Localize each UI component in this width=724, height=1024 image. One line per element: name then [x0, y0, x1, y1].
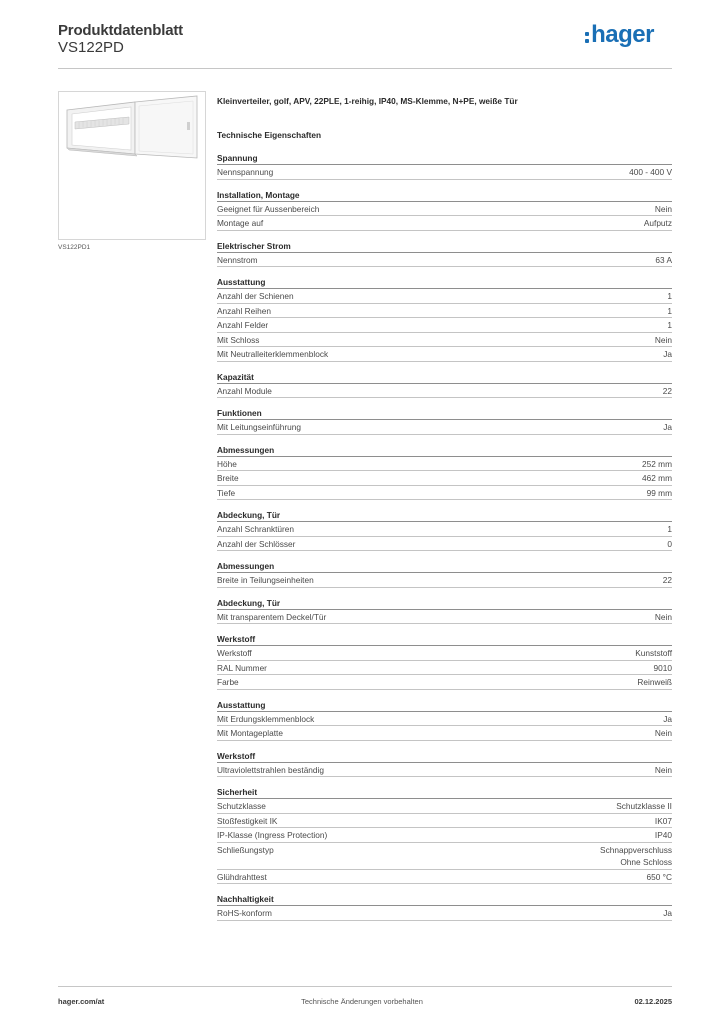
spec-value: 63 A — [655, 254, 672, 265]
spec-label: Breite in Teilungseinheiten — [217, 575, 314, 585]
spec-group — [217, 509, 672, 551]
spec-label: Schutzklasse — [217, 801, 266, 811]
spec-group — [217, 560, 672, 588]
logo-text: hager — [591, 21, 654, 48]
spec-value: Aufputz — [643, 218, 672, 228]
spec-value: Nein — [654, 611, 672, 622]
spec-group — [217, 444, 672, 501]
spec-group-title: Kapazität — [217, 371, 672, 384]
spec-row — [217, 843, 672, 870]
spec-row — [217, 420, 672, 435]
spec-value: 99 mm — [646, 487, 672, 498]
spec-value: 252 mm — [642, 458, 672, 469]
footer-website[interactable]: hager.com/at — [58, 997, 105, 1006]
spec-label: Nennspannung — [217, 167, 274, 177]
spec-group — [217, 276, 672, 362]
spec-value: IP40 — [654, 830, 672, 840]
spec-row — [217, 573, 672, 588]
spec-row — [217, 471, 672, 486]
spec-value: 0 — [667, 538, 672, 549]
spec-label: Anzahl Reihen — [217, 305, 271, 316]
spec-value: Nein — [654, 764, 672, 775]
spec-value: 9010 — [653, 662, 672, 673]
spec-value: Schutzklasse II — [616, 801, 672, 811]
spec-label: Mit Erdungsklemmenblock — [217, 713, 315, 724]
specification-content — [217, 96, 672, 930]
spec-label: Mit Montageplatte — [217, 728, 283, 738]
spec-group-title: Ausstattung — [217, 276, 672, 289]
spec-value: 1 — [667, 291, 672, 301]
spec-group-title: Spannung — [217, 152, 672, 165]
spec-label: Anzahl der Schienen — [217, 291, 294, 301]
spec-row — [217, 763, 672, 778]
spec-row — [217, 289, 672, 304]
spec-label: Schließungstyp — [217, 844, 274, 855]
spec-row — [217, 304, 672, 319]
spec-group-title: Abmessungen — [217, 560, 672, 573]
spec-row — [217, 828, 672, 843]
spec-group-title: Nachhaltigkeit — [217, 893, 672, 906]
spec-row — [217, 870, 672, 885]
spec-row — [217, 661, 672, 676]
spec-groups — [217, 152, 672, 921]
spec-label: Farbe — [217, 677, 239, 687]
spec-row — [217, 610, 672, 625]
spec-label: Mit Leitungseinführung — [217, 422, 301, 432]
spec-group — [217, 597, 672, 625]
spec-value: 1 — [667, 305, 672, 316]
spec-row — [217, 522, 672, 537]
spec-label: Anzahl Schranktüren — [217, 524, 295, 534]
spec-row — [217, 202, 672, 217]
header-divider — [58, 68, 672, 69]
spec-label: Geeignet für Aussenbereich — [217, 203, 320, 214]
spec-label: Glühdrahttest — [217, 871, 267, 882]
spec-value: 22 — [662, 575, 672, 585]
spec-label: RAL Nummer — [217, 662, 267, 673]
spec-group-title: Funktionen — [217, 407, 672, 420]
spec-label: Höhe — [217, 458, 237, 469]
spec-label: Ultraviolettstrahlen beständig — [217, 764, 324, 775]
spec-group — [217, 699, 672, 741]
spec-label: Anzahl Module — [217, 385, 272, 396]
spec-label: Tiefe — [217, 487, 236, 498]
spec-row — [217, 906, 672, 921]
document-title: Produktdatenblatt — [58, 22, 183, 39]
spec-value: 22 — [662, 385, 672, 396]
footer-date: 02.12.2025 — [634, 997, 672, 1006]
spec-value: 462 mm — [642, 473, 672, 483]
spec-row — [217, 675, 672, 690]
spec-row — [217, 814, 672, 829]
spec-label: Stoßfestigkeit IK — [217, 815, 278, 826]
footer-disclaimer: Technische Änderungen vorbehalten — [301, 997, 423, 1006]
spec-row — [217, 347, 672, 362]
spec-group-title: Abmessungen — [217, 444, 672, 457]
spec-row — [217, 712, 672, 727]
spec-group — [217, 152, 672, 180]
image-caption: VS122PD1 — [58, 244, 91, 251]
spec-label: Mit transparentem Deckel/Tür — [217, 611, 327, 622]
spec-label: Anzahl Felder — [217, 320, 269, 330]
spec-group — [217, 240, 672, 268]
spec-value: 400 - 400 V — [629, 167, 672, 177]
footer-divider — [58, 986, 672, 987]
page-header — [58, 20, 672, 68]
spec-value: Ja — [663, 908, 672, 918]
spec-label: Mit Schloss — [217, 334, 260, 345]
spec-row — [217, 165, 672, 180]
spec-group — [217, 189, 672, 231]
spec-row — [217, 253, 672, 268]
spec-group-title: Sicherheit — [217, 786, 672, 799]
section-title: Technische Eigenschaften — [217, 130, 322, 140]
spec-group-title: Installation, Montage — [217, 189, 672, 202]
spec-group-title: Ausstattung — [217, 699, 672, 712]
distribution-box-illustration — [59, 92, 205, 239]
spec-group-title: Abdeckung, Tür — [217, 509, 672, 522]
product-description: Kleinverteiler, golf, APV, 22PLE, 1-reihig, IP40, MS-Klemme, N+PE, weiße Tür — [217, 96, 518, 106]
spec-value: 650 °C — [646, 871, 672, 882]
spec-row — [217, 333, 672, 348]
spec-value: Ja — [663, 713, 672, 724]
spec-value: Kunststoff — [635, 648, 672, 658]
spec-label: Nennstrom — [217, 254, 258, 265]
spec-group-title: Werkstoff — [217, 750, 672, 763]
spec-label: Werkstoff — [217, 648, 252, 658]
spec-value: Nein — [654, 728, 672, 738]
spec-row — [217, 384, 672, 399]
spec-label: RoHS-konform — [217, 908, 272, 918]
spec-value: Ja — [663, 349, 672, 359]
spec-group — [217, 750, 672, 778]
spec-value: Reinweiß — [637, 677, 672, 687]
spec-value: Schnappverschluss Ohne Schloss — [600, 844, 672, 867]
spec-label: Anzahl der Schlösser — [217, 538, 296, 549]
spec-label: Mit Neutralleiterklemmenblock — [217, 349, 329, 359]
spec-value: 1 — [667, 524, 672, 534]
spec-row — [217, 457, 672, 472]
spec-row — [217, 537, 672, 552]
spec-group-title: Werkstoff — [217, 633, 672, 646]
spec-value: IK07 — [654, 815, 672, 826]
spec-value: 1 — [667, 320, 672, 330]
spec-group — [217, 371, 672, 399]
spec-group — [217, 893, 672, 921]
spec-value: Nein — [654, 203, 672, 214]
spec-group — [217, 786, 672, 884]
hager-logo — [585, 20, 654, 50]
spec-row — [217, 318, 672, 333]
product-code: VS122PD — [58, 39, 124, 56]
spec-row — [217, 646, 672, 661]
spec-group — [217, 407, 672, 435]
spec-value: Nein — [654, 334, 672, 345]
spec-row — [217, 216, 672, 231]
product-image — [58, 91, 206, 240]
spec-row — [217, 799, 672, 814]
spec-group — [217, 633, 672, 690]
spec-group-title: Abdeckung, Tür — [217, 597, 672, 610]
logo-dots-icon — [585, 32, 589, 43]
spec-group-title: Elektrischer Strom — [217, 240, 672, 253]
spec-label: Breite — [217, 473, 239, 483]
spec-row — [217, 486, 672, 501]
spec-row — [217, 726, 672, 741]
spec-value: Ja — [663, 422, 672, 432]
spec-label: Montage auf — [217, 218, 264, 228]
spec-label: IP-Klasse (Ingress Protection) — [217, 830, 328, 840]
